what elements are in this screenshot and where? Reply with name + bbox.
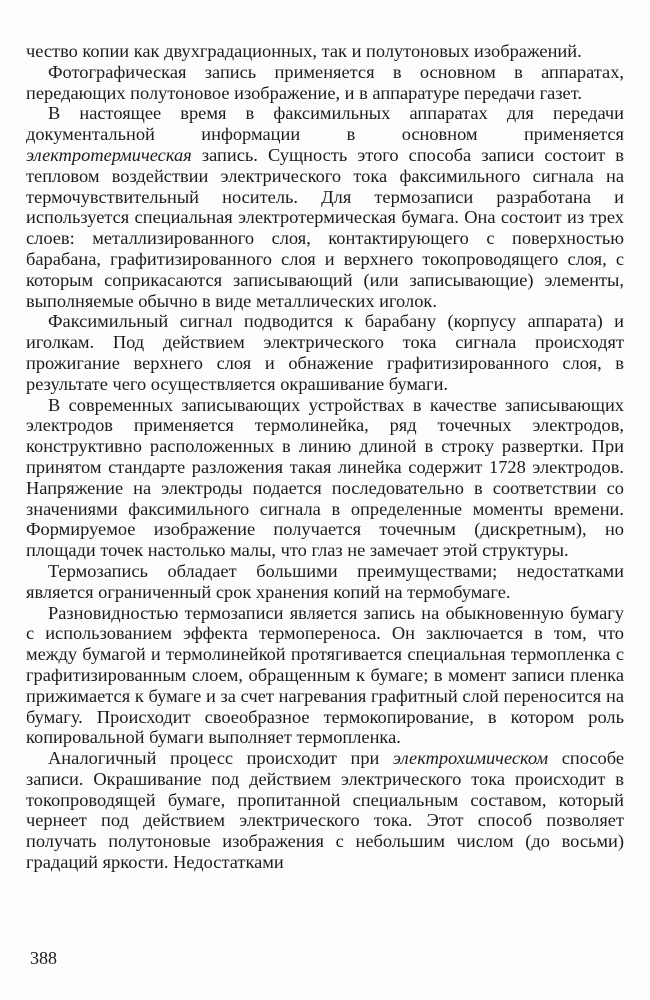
paragraph-3-rest: запись. Сущность этого способа записи состоит в тепловом воздействии электрического тока факсимильного сигнала на термочувствительный носитель. Для термозаписи разработана и используется специальная электротермическая бумага. Она состоит из трех слоев: металлизированного слоя, контактирующего с поверхностью барабана, графитизированного слоя и верхнего токопроводящего слоя, с которым соприкасаются записывающий (или записывающие) элементы, выполняемые обычно в виде металлических иголок. [26, 144, 624, 311]
paragraph-4: Факсимильный сигнал подводится к барабану (корпусу аппарата) и иголкам. Под действием электрического тока сигнала происходят прожигание верхнего слоя и обнажение графитизированного слоя, в результате чего осуществляется окрашивание бумаги. [26, 311, 624, 394]
paragraph-5: В современных записывающих устройствах в качестве записывающих электродов применяется термолинейка, ряд точечных электродов, конструктивно расположенных в линию длиной в строку развертки. При принятом стандарте разложения такая линейка содержит 1728 электродов. Напряжение на электроды подается последовательно в соответствии со значениями факсимильного сигнала в определенные моменты времени. Формируемое изображение получается точечным (дискретным), но площади точек настолько малы, что глаз не замечает этой структуры. [26, 394, 624, 561]
paragraph-8 [26, 748, 624, 873]
paragraph-3-emphasis: электротермическая [26, 144, 192, 165]
paragraph-7: Разновидностью термозаписи является запись на обыкновенную бумагу с использованием эффекта термопереноса. Он заключается в том, что между бумагой и термолинейкой протягивается специальная термопленка с графитизированным слоем, обращенным к бумаге; в момент записи пленка прижимается к бумаге и за счет нагревания графитный слой переносится на бумагу. Происходит своеобразное термокопирование, в котором роль копировальной бумаги выполняет термопленка. [26, 602, 624, 748]
page-number: 388 [30, 948, 57, 968]
paragraph-6: Термозапись обладает большими преимуществами; недостатками является ограниченный срок хранения копий на термобумаге. [26, 560, 624, 602]
body-text [26, 41, 624, 873]
paragraph-3 [26, 103, 624, 311]
paragraph-1: чество копии как двухградационных, так и полутоновых изображений. [26, 41, 582, 61]
paragraph-8-emphasis: электрохимическом [392, 748, 549, 769]
paragraph-8-lead: Аналогичный процесс происходит при [48, 748, 393, 769]
paragraph-3-lead: В настоящее время в факсимильных аппаратах для передачи документальной информации в основном применяется [26, 103, 624, 145]
paragraph-8-rest: способе записи. Окрашивание под действием электрического тока происходит в токопроводящей бумаге, пропитанной специальным составом, который чернеет под действием электрического тока. Этот способ позволяет получать полутоновые изображения с небольшим числом (до восьми) градаций яркости. Недостатками [26, 748, 624, 873]
paragraph-2: Фотографическая запись применяется в основном в аппаратах, передающих полутоновое изображение, и в аппаратуре передачи газет. [26, 61, 624, 103]
